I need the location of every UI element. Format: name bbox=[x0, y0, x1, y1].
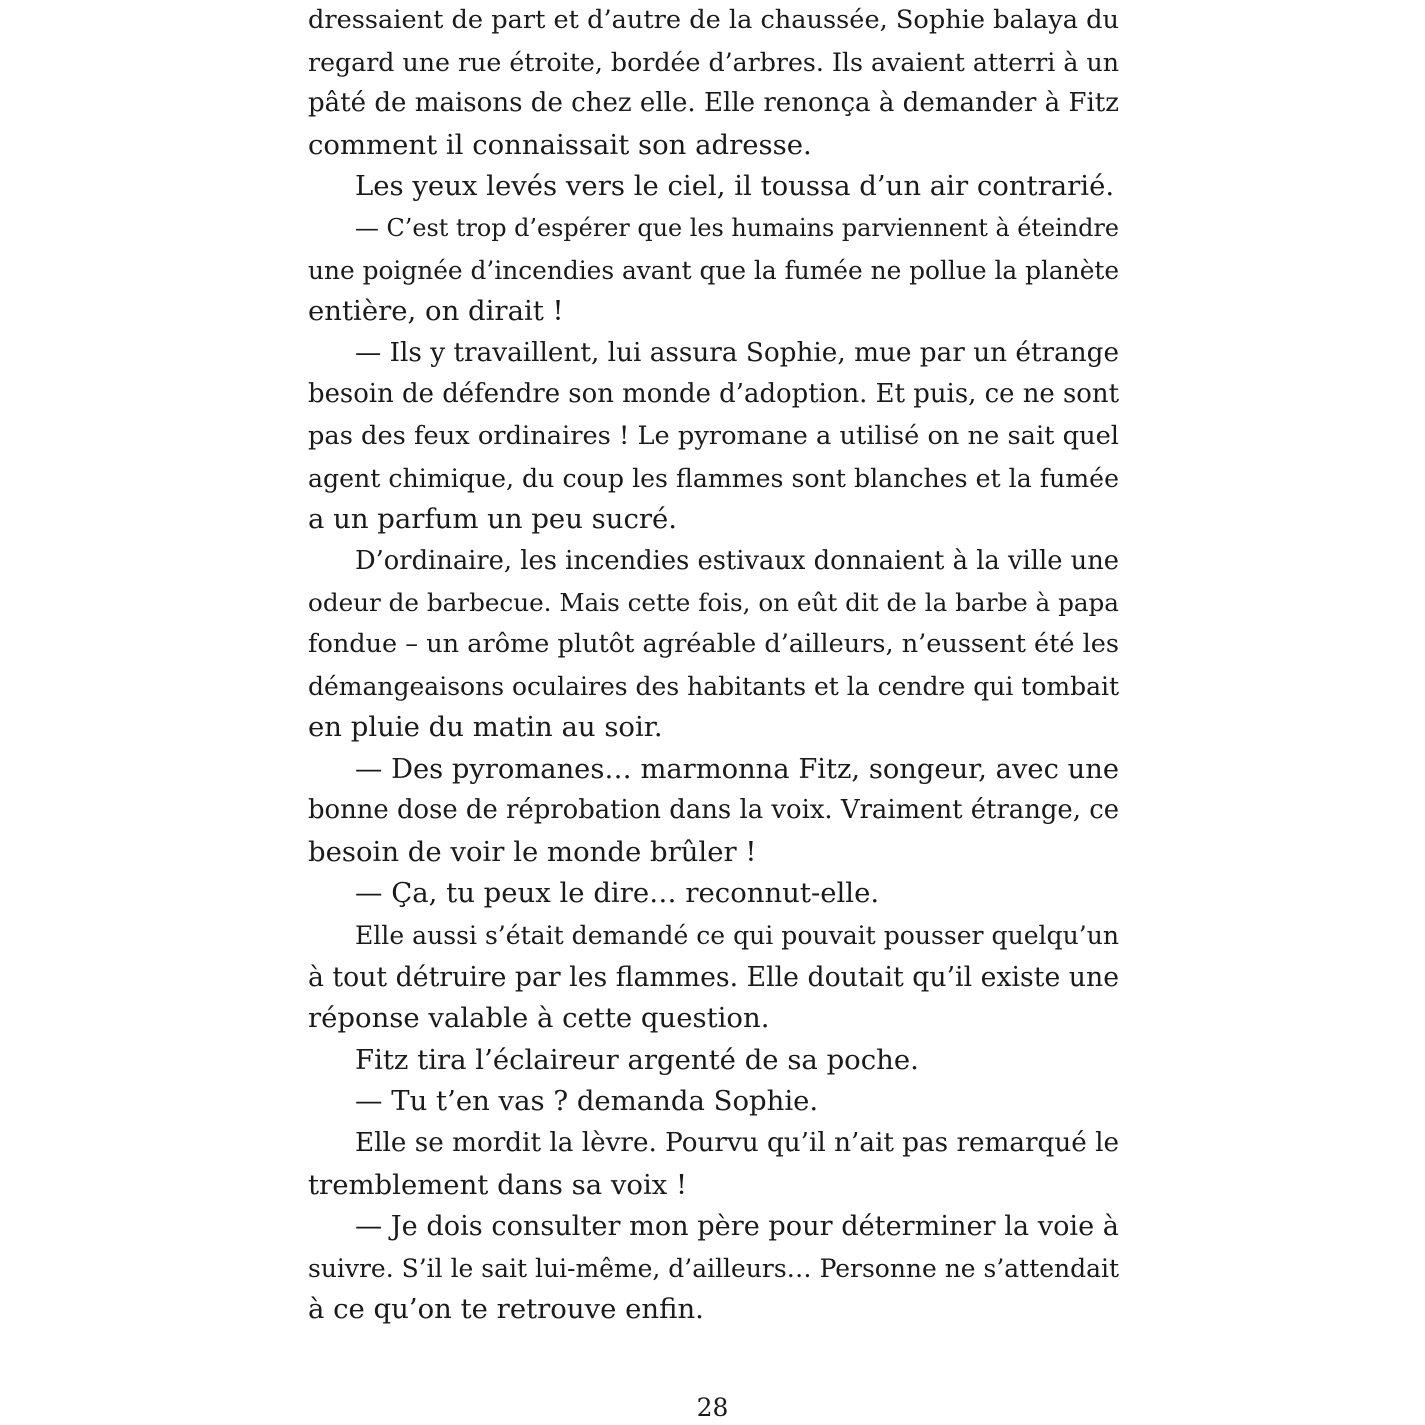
text-line: en pluie du matin au soir. bbox=[308, 711, 663, 744]
text-line: — Je dois consulter mon père pour déterminer la voie à bbox=[355, 1211, 1119, 1243]
text-line: — Tu t’en vas ? demanda Sophie. bbox=[355, 1085, 819, 1118]
text-line: bonne dose de réprobation dans la voix. Vraiment étrange, ce bbox=[308, 795, 1119, 826]
text-line: entière, on dirait ! bbox=[308, 295, 564, 328]
text-line: odeur de barbecue. Mais cette fois, on eût dit de la barbe à papa bbox=[308, 588, 1119, 618]
text-line: regard une rue étroite, bordée d’arbres. Ils avaient atterri à un bbox=[308, 47, 1119, 77]
text-line: — Des pyromanes… marmonna Fitz, songeur, avec une bbox=[355, 753, 1119, 785]
text-line: Les yeux levés vers le ciel, il toussa d’un air contrarié. bbox=[355, 170, 1115, 203]
text-line: suivre. S’il le sait lui-même, d’ailleurs… Personne ne s’attendait bbox=[308, 1253, 1119, 1283]
text-line: une poignée d’incendies avant que la fumée ne pollue la planète bbox=[308, 255, 1120, 285]
text-line: agent chimique, du coup les flammes sont blanches et la fumée bbox=[308, 463, 1119, 493]
text-line: Fitz tira l’éclaireur argenté de sa poche. bbox=[355, 1043, 919, 1076]
text-line: — Ils y travaillent, lui assura Sophie, mue par un étrange bbox=[355, 337, 1119, 368]
text-line: pâté de maisons de chez elle. Elle renonça à demander à Fitz bbox=[308, 88, 1119, 119]
text-line: besoin de voir le monde brûler ! bbox=[308, 835, 757, 868]
text-line: — C’est trop d’espérer que les humains parviennent à éteindre bbox=[355, 213, 1119, 242]
text-line: Elle aussi s’était demandé ce qui pouvait pousser quelqu’un bbox=[355, 921, 1119, 951]
text-line: tremblement dans sa voix ! bbox=[308, 1168, 688, 1201]
text-line: pas des feux ordinaires ! Le pyromane a utilisé on ne sait quel bbox=[308, 420, 1119, 451]
text-line: fondue – un arôme plutôt agréable d’ailleurs, n’eussent été les bbox=[308, 628, 1119, 659]
text-line: à ce qu’on te retrouve enfin. bbox=[308, 1293, 704, 1326]
text-line: à tout détruire par les flammes. Elle doutait qu’il existe une bbox=[308, 961, 1119, 993]
text-line: réponse valable à cette question. bbox=[308, 1002, 770, 1035]
text-line: dressaient de part et d’autre de la chaussée, Sophie balaya du bbox=[308, 5, 1119, 35]
text-line: a un parfum un peu sucré. bbox=[308, 503, 678, 536]
body-text bbox=[308, 0, 1119, 1331]
text-line: D’ordinaire, les incendies estivaux donnaient à la ville une bbox=[355, 545, 1119, 576]
text-line: — Ça, tu peux le dire… reconnut-elle. bbox=[355, 877, 880, 910]
text-line: Elle se mordit la lèvre. Pourvu qu’il n’ait pas remarqué le bbox=[355, 1128, 1119, 1159]
page-number: 28 bbox=[696, 1393, 729, 1422]
text-line: démangeaisons oculaires des habitants et la cendre qui tombait bbox=[308, 671, 1120, 701]
text-line: comment il connaissait son adresse. bbox=[308, 128, 812, 161]
text-line: besoin de défendre son monde d’adoption. Et puis, ce ne sont bbox=[308, 379, 1119, 410]
